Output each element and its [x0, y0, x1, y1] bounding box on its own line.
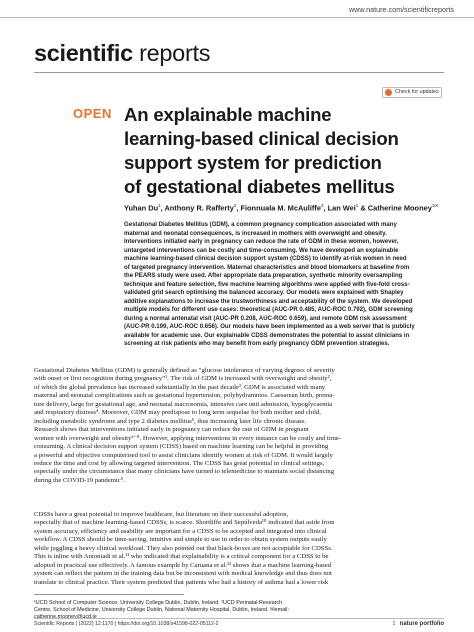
journal-logo: [34, 40, 210, 67]
body-line: Gestational Diabetes Mellitus (GDM) is generally defined as “glucose intolerance of varying degrees of severity: [34, 367, 335, 374]
page-number: 1: [392, 621, 396, 627]
journal-url[interactable]: www.nature.com/scientificreports: [348, 5, 454, 14]
journal-name-light: reports: [139, 40, 211, 66]
abstract-line: maternal and neonatal consequences, is increased in mothers with overweight and obesity.: [124, 230, 387, 237]
body-line: with onset or first recognition during pregnancy”¹. The risk of GDM is increased with overweight and obesity²,: [34, 375, 332, 383]
body-line: reduce the time and cost by allowing targeted intervention. The CDSS has great potential in clinical settings,: [34, 459, 325, 467]
abstract-line: additive explanations to increase the trustworthiness and acceptability of the system. We developed: [124, 298, 413, 305]
body-line: This is inline with Antoniadi et al.¹¹ who indicated that explainability is a critical component for a CDSS to be: [34, 553, 329, 561]
title-line: An explainable machine: [124, 104, 332, 125]
abstract: [124, 221, 446, 349]
body-line: and respiratory distress⁴. Moreover, GDM may predispose to long term sequelae for both mother and child,: [34, 409, 321, 417]
abstract-line: validated grid search optimising the balanced accuracy. Our models were explained with Shapley: [124, 290, 404, 296]
nature-portfolio-logo: nature portfolio: [399, 621, 444, 627]
body-line: system accuracy, efficiency and usability are important for a CDSS to be accepted and integrated into clinical: [34, 527, 327, 535]
abstract-line: screening at risk patients who may benefit from early pregnancy GDM prevention strategies.: [124, 341, 390, 347]
abstract-line: Gestational Diabetes Mellitus (GDM), a common pregnancy complication associated with many: [124, 222, 397, 228]
body-line: while juggling a heavy clinical workload. They also pointed out that black-boxes are not acceptable for CDSSs.: [34, 544, 333, 552]
body-line: especially under the circumstance that many clinicians have turned to telemedicine to maintain social distancing: [34, 468, 335, 476]
author-affiliation: 1✉: [431, 203, 439, 208]
abstract-line: of targeted pregnancy intervention. Maternal characteristics and blood biomarkers at baseline from: [124, 264, 410, 271]
body-line: maternal and neonatal complications such as gestational hypertension, polyhydramnios. Caesarean birth, prema-: [34, 392, 335, 400]
page-footer: [34, 621, 444, 627]
affiliation-line: ¹UCD School of Computer Science, University College Dublin, Dublin, Ireland. ²UCD Perinatal Research: [34, 600, 283, 606]
affiliation-divider: [34, 594, 184, 595]
affiliation-line: Centre, School of Medicine, University College Dublin, National Maternity Hospital, Dublin, Ireland. ✉email:: [34, 607, 289, 614]
body-line: during the COVID-19 pandemic⁹.: [34, 476, 125, 484]
title-line: learning-based clinical decision: [124, 128, 399, 149]
intro-paragraph-1: [34, 367, 446, 485]
author-affiliation: 1: [158, 203, 161, 208]
author-affiliation: 2: [233, 203, 237, 208]
footer-citation: [34, 621, 219, 627]
author-affiliation: 1: [355, 203, 359, 208]
body-line: women with overweight and obesity⁶⁻⁸. However, applying interventions in every instance can be costly and time-: [34, 434, 342, 442]
article-title: [124, 103, 444, 199]
journal-name-bold: scientific: [34, 40, 133, 66]
body-line: a powerful and objective computerised tool to assist clinicians identify women at risk of GDM. It would largely: [34, 451, 333, 459]
footer-right: [392, 621, 444, 627]
abstract-line: available for academic use. Our explainable CDSS demonstrates the potential to assist clinicians in: [124, 332, 410, 339]
abstract-line: during a normal antenatal visit (AUC-PR 0.208, AUC-ROC 0.659), and remote GDM risk assessment: [124, 315, 407, 322]
body-line: especially that of machine learning-based CDSSs, is scarce. Shortliffe and Sepúlveda¹⁰ indicated that aside from: [34, 519, 335, 527]
open-access-label: OPEN: [73, 106, 112, 121]
body-line: translate to clinical practice. Their system predicted that patients who had a history of asthma had a lower risk: [34, 578, 329, 586]
footer-divider: [34, 618, 444, 619]
body-line: ture delivery, large for gestational age, and neonatal macrosomia, intensive care unit admission, hypoglycaemia: [34, 400, 333, 408]
check-for-updates-button[interactable]: [382, 87, 442, 98]
update-badge-icon: [385, 89, 392, 96]
footer-journal: Scientific Reports |: [34, 621, 78, 627]
abstract-line: (AUC-PR 0.199, AUC-ROC 0.656). Our models have been implemented as a web server that is publicly: [124, 324, 415, 330]
abstract-line: untargeted interventions can be costly and time-consuming. We have developed an explainable: [124, 247, 399, 254]
author-name[interactable]: , Fionnuala M. McAuliffe: [236, 203, 321, 213]
author-name[interactable]: & Catherine Mooney: [358, 203, 432, 213]
title-line: support system for prediction: [124, 152, 382, 173]
check-for-updates-label: Check for updates: [395, 89, 439, 95]
footer-volume: (2022) 12:1170: [78, 621, 114, 627]
body-line: workflow. A CDSS should be time-saving, intuitive and simple to use in order to obtain system outputs easily: [34, 536, 327, 544]
body-line: CDSSs have a great potential to improve healthcare, but literature on their successful adoption,: [34, 511, 289, 518]
header-divider: [34, 72, 444, 73]
body-line: Research shows that interventions initiated early in pregnancy can reduce the rate of GDM in pregnant: [34, 426, 309, 434]
abstract-line: multiple models for different use cases: theoretical (AUC-PR 0.485, AUC-ROC 0.792), GDM screening: [124, 307, 413, 313]
top-divider: [0, 17, 474, 18]
footer-doi-link[interactable]: | https://doi.org/10.1038/s41598-022-05112-2: [114, 621, 219, 627]
body-line: adopted in practical use effectively. A famous example by Caruana et al.¹² shows that a machine learning-based: [34, 561, 332, 569]
author-name[interactable]: , Lan Wei: [323, 203, 356, 213]
author-affiliation: 2: [320, 203, 324, 208]
title-line: of gestational diabetes mellitus: [124, 176, 395, 197]
abstract-line: the PEARS study were used. After appropriate data preparation, synthetic minority oversampling: [124, 273, 403, 279]
intro-paragraph-2: [34, 511, 446, 587]
abstract-line: Interventions initiated early in pregnancy can reduce the rate of GDM in these women, however,: [124, 239, 399, 245]
body-line: of which the global prevalence has increased substantially in the past decade³. GDM is associated with many: [34, 383, 326, 391]
body-line: system can reflect the pattern in the training data but be inconsistent with medical knowledge and thus does not: [34, 570, 332, 578]
author-name[interactable]: , Anthony R. Rafferty: [160, 203, 234, 213]
abstract-line: machine learning-based clinical decision support system (CDSS) to identify at-risk women in need: [124, 256, 407, 262]
body-line: including metabolic syndrome and type 2 diabetes mellitus⁵, thus increasing later life chronic disease.: [34, 417, 307, 425]
author-list: [124, 203, 444, 212]
body-line: consuming. A clinical decision support system (CDSS) based on machine learning can be helpful in providing: [34, 443, 329, 451]
author-name[interactable]: Yuhan Du: [124, 203, 159, 213]
abstract-line: technique and feature selection, five machine learning algorithms were applied with five-fold cross-: [124, 281, 410, 288]
